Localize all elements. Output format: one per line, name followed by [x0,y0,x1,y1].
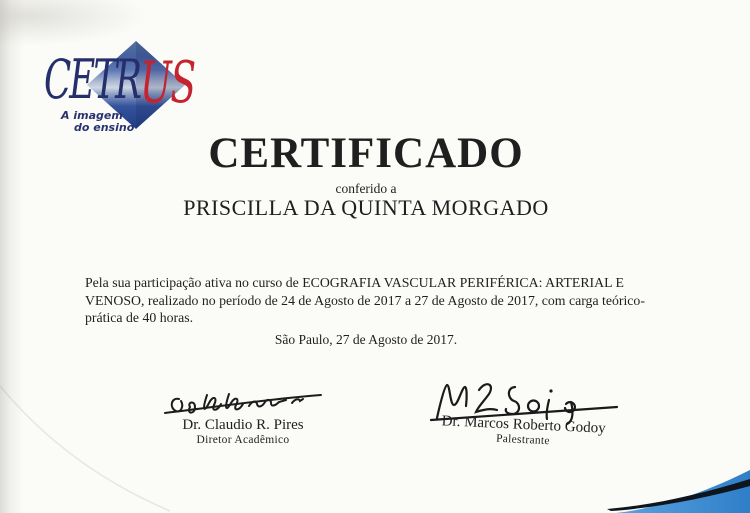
autograph-claudio-pires [163,386,323,420]
logo-tagline-line2: do ensino [74,121,135,134]
signer-role-director: Diretor Acadêmico [196,434,290,446]
conferred-label: conferido a [335,181,397,196]
logo-text-us: US [139,50,195,116]
signer-name-director: Dr. Claudio R. Pires [182,417,304,433]
body-line-3: prática de 40 horas. [85,310,194,326]
body-line-2: VENOSO, realizado no período de 24 de Agosto de 2017 a 27 de Agosto de 2017, com carga teórico- [85,292,645,308]
recipient-name: PRISCILLA DA QUINTA MORGADO [183,195,549,220]
scan-paper-curl [0,378,170,513]
signature-block-speaker [426,378,622,446]
date-line: São Paulo, 27 de Agosto de 2017. [274,332,458,347]
signer-name-speaker: Dr. Marcos Roberto Godoy [441,413,606,437]
cetrus-logo [0,0,260,150]
certificate-title: CERTIFICADO [208,130,524,177]
signature-block-director [158,386,328,446]
logo-text-cetr: CETR [44,48,140,111]
signer-role-speaker: Palestrante [495,432,551,448]
body-paragraph [85,274,645,327]
corner-swoosh-decoration [532,466,750,513]
body-line-1: Pela sua participação ativa no curso de ECOGRAFIA VASCULAR PERIFÉRICA: ARTERIAL E [85,274,624,290]
logo-tagline-line1: A imagem [61,109,123,122]
signature-text-director [158,417,328,446]
